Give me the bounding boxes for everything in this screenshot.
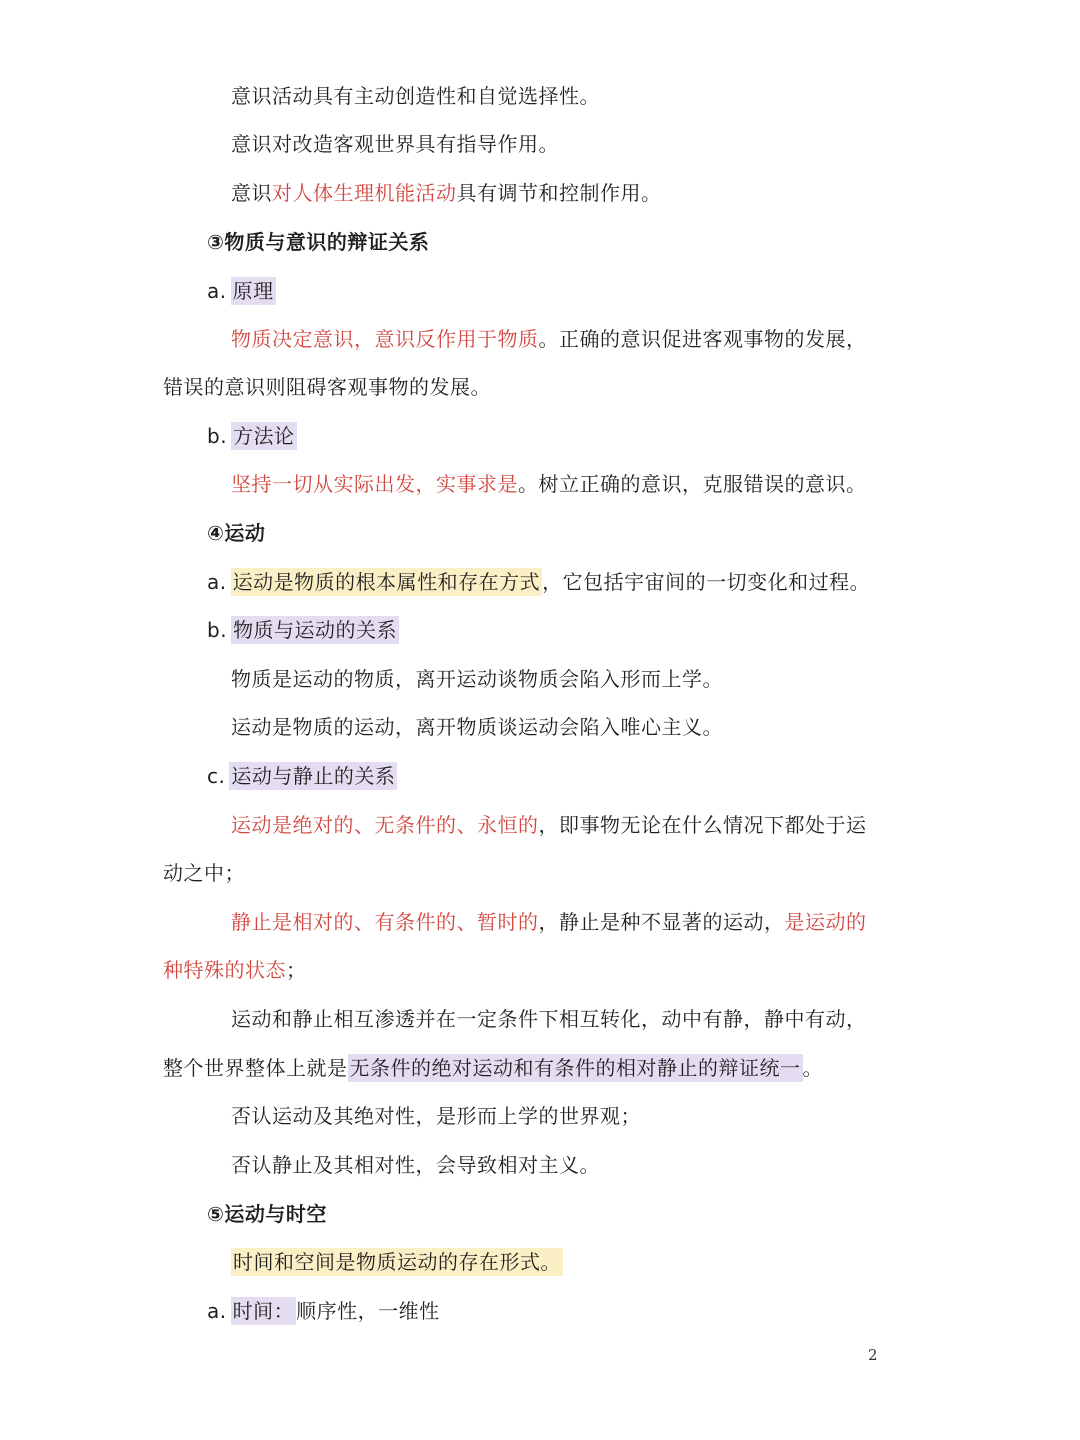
paragraph-line: 意识对人体生理机能活动具有调节和控制作用。 (231, 181, 662, 205)
red-emphasis: 种特殊的状态 (163, 958, 286, 982)
section-heading-4: ④运动 (207, 521, 266, 545)
paragraph-line: 意识对改造客观世界具有指导作用。 (231, 132, 559, 156)
subsection-a-motion: a. 运动是物质的根本属性和存在方式 ，它包括宇宙间的一切变化和过程。 (207, 570, 871, 594)
paragraph-line: 运动和静止相互渗透并在一定条件下相互转化，动中有静，静中有动， (231, 1007, 867, 1031)
red-emphasis: 运动是绝对的、无条件的、永恒的 (231, 813, 539, 837)
red-emphasis: 对人体生理机能活动 (272, 181, 457, 205)
section-heading-5: ⑤运动与时空 (207, 1202, 327, 1226)
red-emphasis: 物质决定意识，意识反作用于物质 (231, 327, 539, 351)
subsection-c-motion-rest: c. 运动与静止的关系 (207, 764, 396, 788)
subsection-b-methodology: b. 方法论 (207, 424, 295, 448)
paragraph-line: 种特殊的状态； (163, 958, 307, 982)
paragraph-line: 运动是物质的运动，离开物质谈运动会陷入唯心主义。 (231, 715, 723, 739)
page-number: 2 (868, 1346, 878, 1364)
subsection-b-matter-motion: b. 物质与运动的关系 (207, 618, 398, 642)
highlight-label: 运动与静止的关系 (231, 764, 396, 788)
highlight-label: 物质与运动的关系 (233, 618, 398, 642)
paragraph-line: 静止是相对的、有条件的、暂时的，静止是种不显著的运动，是运动的 (231, 910, 867, 934)
section-heading-3: ③物质与意识的辩证关系 (207, 230, 430, 254)
highlight-purple: 无条件的绝对运动和有条件的相对静止的辩证统一 (349, 1056, 801, 1080)
paragraph-line (231, 1247, 563, 1277)
red-emphasis: 坚持一切从实际出发，实事求是 (231, 472, 518, 496)
paragraph-line: 动之中； (163, 861, 245, 885)
red-emphasis: 是运动的 (784, 910, 867, 934)
paragraph-line: 物质决定意识，意识反作用于物质。正确的意识促进客观事物的发展， (231, 327, 867, 351)
highlight-label: 原理 (232, 279, 274, 303)
paragraph-line: 物质是运动的物质，离开运动谈物质会陷入形而上学。 (231, 667, 723, 691)
subsection-a-principle: a. 原理 (207, 279, 274, 303)
paragraph-line: 错误的意识则阻碍客观事物的发展。 (163, 375, 491, 399)
highlight-label: 方法论 (233, 424, 295, 448)
paragraph-line: 运动是绝对的、无条件的、永恒的，即事物无论在什么情况下都处于运 (231, 813, 867, 837)
highlight-yellow: 时间和空间是物质运动的存在形式。 (233, 1250, 561, 1274)
highlight-label: 时间： (232, 1299, 295, 1323)
subsection-a-time: a. 时间： 顺序性，一维性 (207, 1299, 440, 1323)
paragraph-line: 否认静止及其相对性，会导致相对主义。 (231, 1153, 600, 1177)
paragraph-line: 意识活动具有主动创造性和自觉选择性。 (231, 84, 600, 108)
highlight-yellow: 运动是物质的根本属性和存在方式 (232, 570, 541, 594)
paragraph-line: 坚持一切从实际出发，实事求是。树立正确的意识，克服错误的意识。 (231, 472, 867, 496)
red-emphasis: 静止是相对的、有条件的、暂时的 (231, 910, 539, 934)
paragraph-line: 整个世界整体上就是 无条件的绝对运动和有条件的相对静止的辩证统一 。 (163, 1056, 823, 1080)
paragraph-line: 否认运动及其绝对性，是形而上学的世界观； (231, 1104, 641, 1128)
